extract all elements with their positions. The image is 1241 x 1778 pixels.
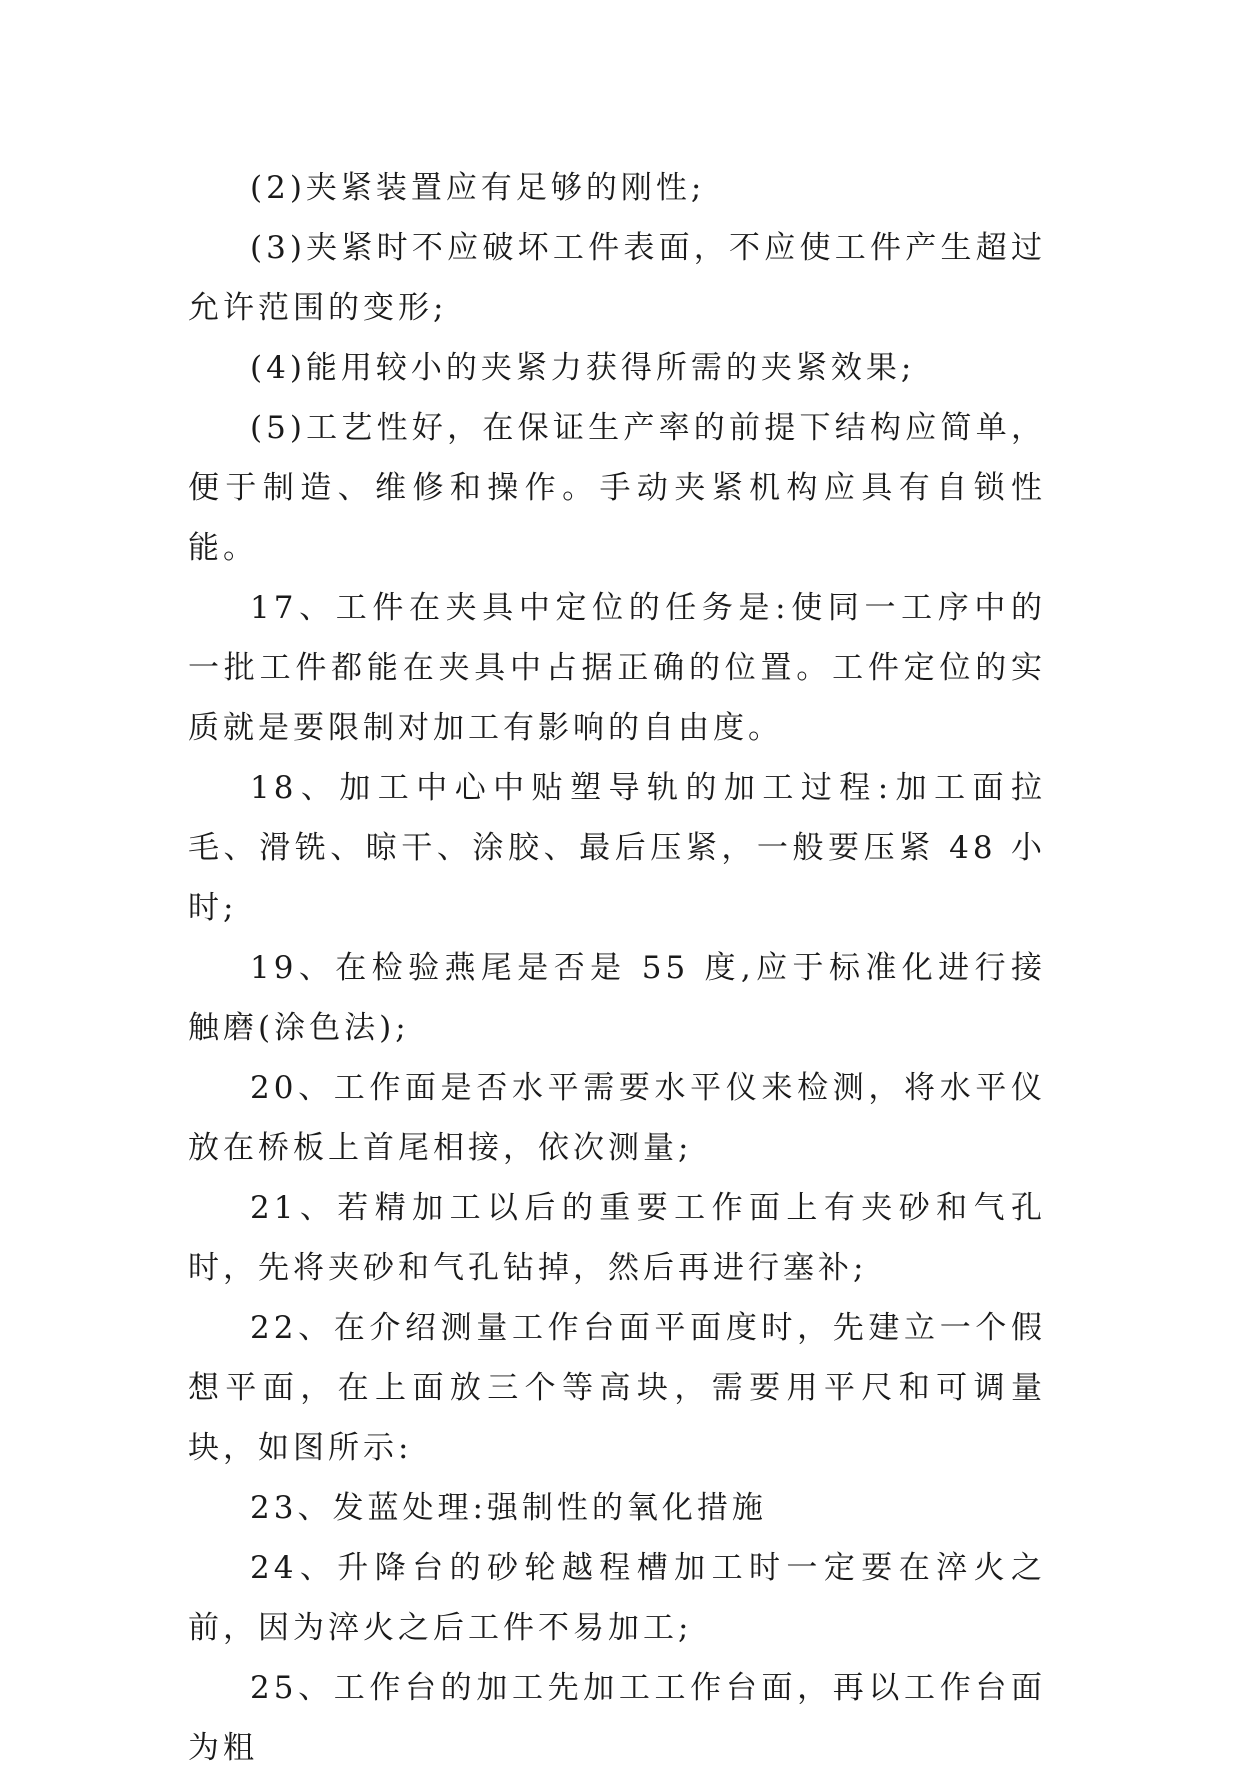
- paragraph: 22、在介绍测量工作台面平面度时，先建立一个假想平面，在上面放三个等高块，需要用平尺和可调量块，如图所示:: [188, 1310, 1046, 1466]
- paragraph: 17、工件在夹具中定位的任务是:使同一工序中的一批工件都能在夹具中占据正确的位置。工件定位的实质就是要限制对加工有影响的自由度。: [188, 590, 1046, 746]
- paragraph: 25、工作台的加工先加工工作台面，再以工作台面为粗: [188, 1670, 1046, 1766]
- paragraph: (3)夹紧时不应破坏工件表面，不应使工件产生超过允许范围的变形;: [188, 230, 1046, 326]
- paragraph: (2)夹紧装置应有足够的刚性;: [250, 170, 706, 206]
- paragraph: 24、升降台的砂轮越程槽加工时一定要在淬火之前，因为淬火之后工件不易加工;: [188, 1550, 1046, 1646]
- paragraph: 19、在检验燕尾是否是 55 度,应于标准化进行接触磨(涂色法);: [188, 950, 1046, 1046]
- paragraph: 20、工作面是否水平需要水平仪来检测，将水平仪放在桥板上首尾相接，依次测量;: [188, 1070, 1046, 1166]
- paragraph: 18、加工中心中贴塑导轨的加工过程:加工面拉毛、滑铣、晾干、涂胶、最后压紧，一般要压紧 48 小时;: [188, 770, 1046, 926]
- paragraph: 23、发蓝处理:强制性的氧化措施: [250, 1490, 767, 1526]
- paragraph: 21、若精加工以后的重要工作面上有夹砂和气孔时，先将夹砂和气孔钻掉，然后再进行塞补;: [188, 1190, 1046, 1286]
- paragraph: (4)能用较小的夹紧力获得所需的夹紧效果;: [250, 350, 916, 386]
- document-body: [188, 158, 1046, 1778]
- paragraph: (5)工艺性好，在保证生产率的前提下结构应简单，便于制造、维修和操作。手动夹紧机构应具有自锁性能。: [188, 410, 1046, 566]
